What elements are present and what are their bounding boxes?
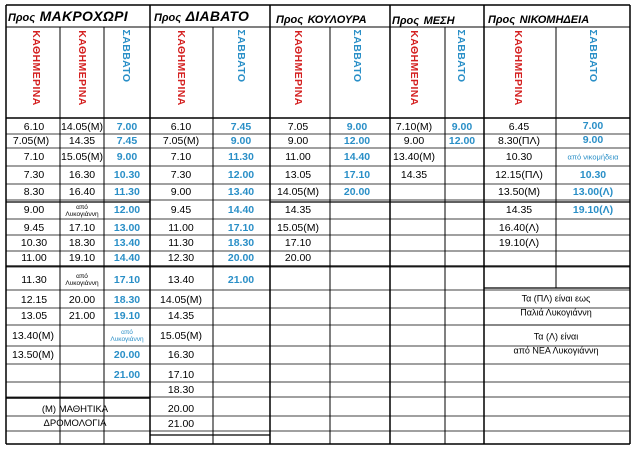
time-cell: 16.40 bbox=[68, 185, 96, 198]
time-cell: 17.10 bbox=[113, 273, 141, 286]
time-cell: 8.30 bbox=[23, 185, 45, 198]
time-cell: 12.00 bbox=[227, 168, 255, 181]
time-cell: 21.00 bbox=[113, 368, 141, 381]
time-cell: 6.10 bbox=[170, 120, 192, 133]
label-saturday: ΣΑΒΒΑΤΟ bbox=[455, 29, 467, 83]
time-cell: 20.00 bbox=[167, 402, 195, 415]
time-cell: 16.30 bbox=[68, 168, 96, 181]
header-prefix: Προς bbox=[488, 14, 516, 26]
time-cell: 18.30 bbox=[167, 383, 195, 396]
label-saturday: ΣΑΒΒΑΤΟ bbox=[351, 29, 363, 83]
time-cell: 9.45 bbox=[170, 203, 192, 216]
time-cell: 9.00 bbox=[23, 203, 45, 216]
header-prefix: Προς bbox=[392, 15, 420, 27]
header-kouloura bbox=[276, 11, 367, 27]
note-l-line2: από ΝΕΑ Λυκογιάννη bbox=[513, 345, 599, 355]
time-cell: 16.30 bbox=[167, 348, 195, 361]
time-cell: 9.00 bbox=[346, 120, 368, 133]
time-note: από Λυκογιάννη bbox=[65, 203, 99, 218]
header-prefix: Προς bbox=[154, 12, 182, 24]
time-cell: 18.30 bbox=[227, 236, 255, 249]
time-cell: 7.10 bbox=[170, 150, 192, 163]
time-cell: 9.00 bbox=[451, 120, 473, 133]
note-m-line2: ΔΡΟΜΟΛΟΓΙΑ bbox=[43, 418, 107, 429]
time-cell: 7.05 bbox=[287, 120, 309, 133]
time-cell: 13.40 bbox=[227, 185, 255, 198]
time-cell: 14.35 bbox=[68, 134, 96, 147]
time-cell: 21.00 bbox=[68, 309, 96, 322]
header-name: ΜΑΚΡΟΧΩΡΙ bbox=[39, 8, 128, 24]
note-m-line1: (Μ) ΜΑΘΗΤΙΚΑ bbox=[41, 404, 109, 416]
time-cell: 12.15(ΠΛ) bbox=[495, 168, 543, 181]
time-cell: 20.00 bbox=[113, 348, 141, 361]
header-mesi bbox=[392, 12, 455, 28]
time-cell: 11.30 bbox=[228, 150, 254, 163]
time-cell: 19.10(Λ) bbox=[572, 203, 614, 216]
time-cell: 9.00 bbox=[170, 185, 192, 198]
time-cell: 12.00 bbox=[343, 134, 371, 147]
time-cell: 6.45 bbox=[508, 120, 530, 133]
time-note: από Λυκογιάννη bbox=[65, 272, 99, 287]
time-cell: 17.10 bbox=[284, 236, 312, 249]
time-cell: 12.00 bbox=[448, 134, 476, 147]
header-name: ΜΕΣΗ bbox=[423, 15, 455, 27]
note-pl bbox=[520, 293, 591, 320]
time-cell: 7.30 bbox=[23, 168, 45, 181]
time-cell: 15.05(M) bbox=[60, 150, 104, 163]
time-cell: 14.35 bbox=[505, 203, 533, 216]
time-cell: 7.00 bbox=[116, 120, 138, 133]
time-cell: 20.00 bbox=[227, 251, 255, 264]
time-cell: 17.10 bbox=[343, 168, 371, 181]
time-cell: 18.30 bbox=[68, 236, 96, 249]
time-cell: 20.00 bbox=[68, 293, 96, 306]
time-cell: 13.40 bbox=[113, 236, 141, 249]
time-cell: 14.40 bbox=[113, 251, 141, 264]
time-cell: 13.40(M) bbox=[11, 329, 55, 342]
time-cell: 7.05(M) bbox=[162, 134, 200, 147]
header-diavato bbox=[154, 9, 249, 25]
time-cell: 6.10 bbox=[23, 120, 45, 133]
time-note: από Λυκογιάννη bbox=[110, 328, 144, 343]
time-cell: 15.05(M) bbox=[159, 329, 203, 342]
time-cell: 13.50(M) bbox=[11, 348, 55, 361]
header-prefix: Προς bbox=[276, 14, 304, 26]
time-cell: 9.00 bbox=[403, 134, 425, 147]
note-pl-line2: Παλιά Λυκογιάννη bbox=[520, 307, 592, 317]
header-name: ΚΟΥΛΟΥΡΑ bbox=[307, 14, 367, 26]
time-cell: 13.50(M) bbox=[497, 185, 541, 198]
time-cell: 7.05(M) bbox=[12, 134, 50, 147]
time-cell: 11.30 bbox=[21, 273, 47, 286]
label-saturday: ΣΑΒΒΑΤΟ bbox=[235, 29, 247, 83]
label-weekday: ΚΑΘΗΜΕΡΙΝΑ bbox=[512, 30, 524, 106]
time-cell: 13.05 bbox=[20, 309, 48, 322]
time-cell: 7.10 bbox=[23, 150, 45, 163]
time-cell: 14.35 bbox=[167, 309, 195, 322]
time-cell: 9.00 bbox=[287, 134, 309, 147]
time-cell: 11.00 bbox=[21, 251, 47, 264]
time-cell: 10.30 bbox=[20, 236, 48, 249]
time-cell: 18.30 bbox=[113, 293, 141, 306]
time-cell: 19.10 bbox=[113, 309, 141, 322]
time-cell: 16.40(Λ) bbox=[498, 221, 540, 234]
header-prefix: Προς bbox=[8, 12, 36, 24]
time-cell: 12.00 bbox=[113, 203, 141, 216]
header-makroxori bbox=[8, 9, 128, 25]
time-cell: 11.00 bbox=[168, 221, 194, 234]
time-cell: 11.30 bbox=[114, 185, 140, 198]
header-nikomideia bbox=[488, 11, 589, 27]
note-m bbox=[42, 403, 108, 431]
time-cell: 8.30(ΠΛ) bbox=[497, 134, 541, 147]
time-cell: 15.05(M) bbox=[276, 221, 320, 234]
time-cell: 21.00 bbox=[227, 273, 255, 286]
time-cell: 9.00 bbox=[582, 133, 604, 146]
label-weekday: ΚΑΘΗΜΕΡΙΝΑ bbox=[30, 30, 42, 106]
time-cell: 7.00 bbox=[582, 119, 604, 132]
label-weekday: ΚΑΘΗΜΕΡΙΝΑ bbox=[76, 30, 88, 106]
time-cell: 14.05(M) bbox=[60, 120, 104, 133]
time-cell: 13.00 bbox=[113, 221, 141, 234]
time-cell: 11.30 bbox=[168, 236, 194, 249]
time-cell: 14.05(M) bbox=[276, 185, 320, 198]
time-cell: 12.30 bbox=[167, 251, 195, 264]
time-cell: 7.10(M) bbox=[395, 120, 433, 133]
time-cell: 14.40 bbox=[227, 203, 255, 216]
time-cell: 21.00 bbox=[167, 417, 195, 430]
time-cell: 12.15 bbox=[20, 293, 48, 306]
time-cell: 10.30 bbox=[113, 168, 141, 181]
time-cell: 14.35 bbox=[284, 203, 312, 216]
time-cell: 7.30 bbox=[170, 168, 192, 181]
time-cell: 14.35 bbox=[400, 168, 428, 181]
label-weekday: ΚΑΘΗΜΕΡΙΝΑ bbox=[292, 30, 304, 106]
time-cell: 17.10 bbox=[227, 221, 255, 234]
label-weekday: ΚΑΘΗΜΕΡΙΝΑ bbox=[175, 30, 187, 106]
time-cell: 9.00 bbox=[116, 150, 138, 163]
time-cell: 13.40(M) bbox=[392, 150, 436, 163]
time-cell: 9.00 bbox=[230, 134, 252, 147]
time-cell: 20.00 bbox=[284, 251, 312, 264]
label-saturday: ΣΑΒΒΑΤΟ bbox=[120, 29, 132, 83]
note-l bbox=[514, 331, 599, 358]
time-cell: 13.05 bbox=[284, 168, 312, 181]
time-cell: 7.45 bbox=[116, 134, 138, 147]
time-cell: 17.10 bbox=[167, 368, 195, 381]
note-pl-line1: Τα (ΠΛ) είναι εως bbox=[521, 293, 591, 304]
time-cell: 14.05(M) bbox=[159, 293, 203, 306]
time-cell: 13.40 bbox=[167, 273, 195, 286]
label-weekday: ΚΑΘΗΜΕΡΙΝΑ bbox=[408, 30, 420, 106]
header-name: ΝΙΚΟΜΗΔΕΙΑ bbox=[519, 14, 590, 26]
time-cell: 10.30 bbox=[505, 150, 533, 163]
label-saturday: ΣΑΒΒΑΤΟ bbox=[587, 29, 599, 83]
time-cell: 11.00 bbox=[285, 150, 311, 163]
time-cell: 14.40 bbox=[343, 150, 371, 163]
time-cell: 7.45 bbox=[230, 120, 252, 133]
time-note: από νικομήδεια bbox=[567, 152, 619, 162]
time-cell: 17.10 bbox=[68, 221, 96, 234]
time-cell: 9.45 bbox=[23, 221, 45, 234]
time-cell: 13.00(Λ) bbox=[572, 185, 614, 198]
time-cell: 19.10(Λ) bbox=[498, 236, 540, 249]
time-cell: 10.30 bbox=[579, 168, 607, 181]
header-name: ΔΙΑΒΑΤΟ bbox=[185, 8, 250, 24]
time-cell: 20.00 bbox=[343, 185, 371, 198]
note-l-line1: Τα (Λ) είναι bbox=[533, 331, 579, 342]
time-cell: 19.10 bbox=[68, 251, 96, 264]
